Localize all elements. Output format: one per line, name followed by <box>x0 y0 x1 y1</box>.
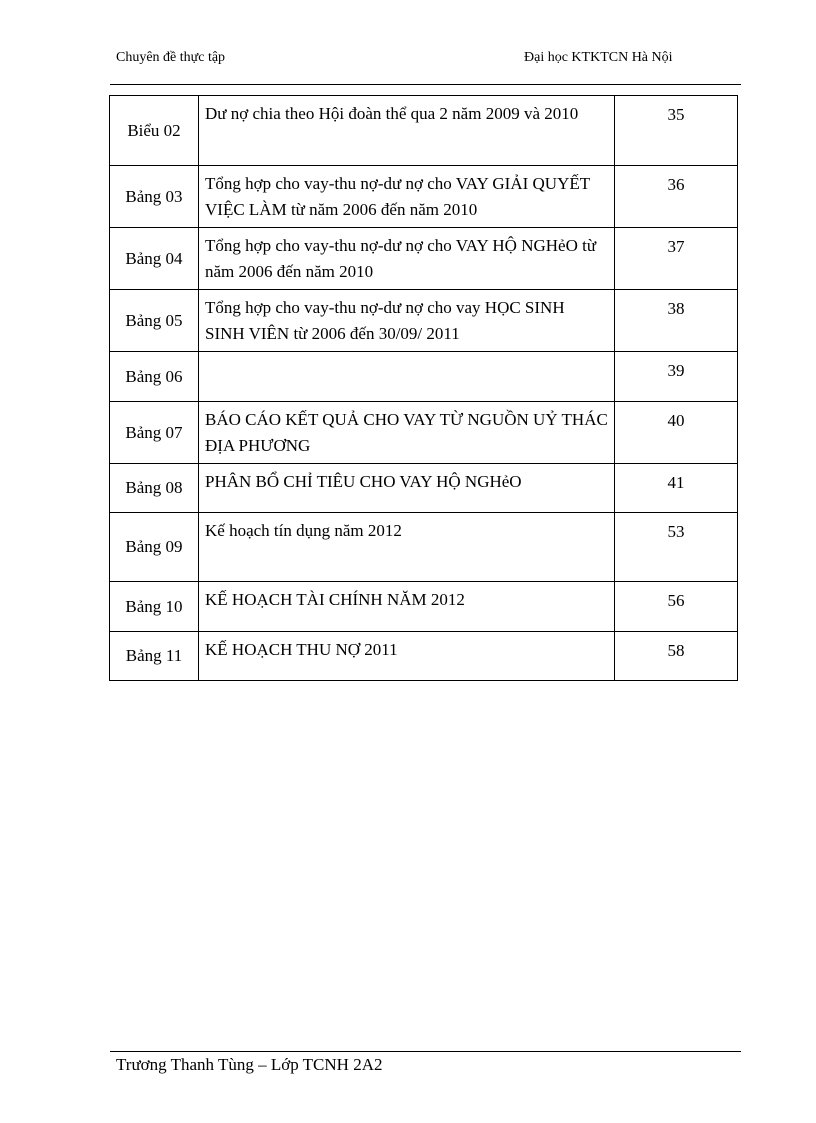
table-row <box>110 166 738 228</box>
row-page-number: 53 <box>615 513 738 582</box>
table-row <box>110 228 738 290</box>
row-label: Bảng 11 <box>110 632 199 681</box>
table-row <box>110 352 738 402</box>
header-left-text: Chuyên đề thực tập <box>116 50 226 65</box>
row-page-number: 38 <box>615 290 738 352</box>
row-title: PHÂN BỔ CHỈ TIÊU CHO VAY HỘ NGHẻO <box>199 464 615 513</box>
row-label: Bảng 09 <box>110 513 199 582</box>
table-row <box>110 290 738 352</box>
row-page-number: 37 <box>615 228 738 290</box>
row-label: Bảng 06 <box>110 352 199 402</box>
row-label: Bảng 04 <box>110 228 199 290</box>
header-right-text: Đại học KTKTCN Hà Nội <box>524 50 673 65</box>
footer-divider <box>110 1051 741 1052</box>
row-page-number: 56 <box>615 582 738 632</box>
row-page-number: 41 <box>615 464 738 513</box>
header-divider <box>110 84 741 85</box>
row-label: Bảng 05 <box>110 290 199 352</box>
table-of-figures <box>109 95 738 681</box>
table-row <box>110 96 738 166</box>
row-label: Bảng 03 <box>110 166 199 228</box>
table-row <box>110 464 738 513</box>
footer-author: Trương Thanh Tùng – Lớp TCNH 2A2 <box>116 1055 383 1074</box>
row-title: KẾ HOẠCH TÀI CHÍNH NĂM 2012 <box>199 582 615 632</box>
row-label: Bảng 10 <box>110 582 199 632</box>
row-title: BÁO CÁO KẾT QUẢ CHO VAY TỪ NGUỒN UỶ THÁC ĐỊA PHƯƠNG <box>199 402 615 464</box>
table-row <box>110 582 738 632</box>
row-title: Tổng hợp cho vay-thu nợ-dư nợ cho vay HỌC SINH SINH VIÊN từ 2006 đến 30/09/ 2011 <box>199 290 615 352</box>
row-title: KẾ HOẠCH THU NỢ 2011 <box>199 632 615 681</box>
row-page-number: 40 <box>615 402 738 464</box>
row-title: Dư nợ chia theo Hội đoàn thể qua 2 năm 2009 và 2010 <box>199 96 615 166</box>
row-page-number: 35 <box>615 96 738 166</box>
row-page-number: 58 <box>615 632 738 681</box>
table-row <box>110 513 738 582</box>
row-label: Bảng 07 <box>110 402 199 464</box>
row-title: Kế hoạch tín dụng năm 2012 <box>199 513 615 582</box>
row-page-number: 39 <box>615 352 738 402</box>
row-title: Tổng hợp cho vay-thu nợ-dư nợ cho VAY HỘ NGHẻO từ năm 2006 đến năm 2010 <box>199 228 615 290</box>
row-label: Bảng 08 <box>110 464 199 513</box>
table-row <box>110 402 738 464</box>
row-title: Tổng hợp cho vay-thu nợ-dư nợ cho VAY GIẢI QUYẾT VIỆC LÀM từ năm 2006 đến năm 2010 <box>199 166 615 228</box>
row-label: Biểu 02 <box>110 96 199 166</box>
row-page-number: 36 <box>615 166 738 228</box>
row-title <box>199 352 615 402</box>
table-row <box>110 632 738 681</box>
